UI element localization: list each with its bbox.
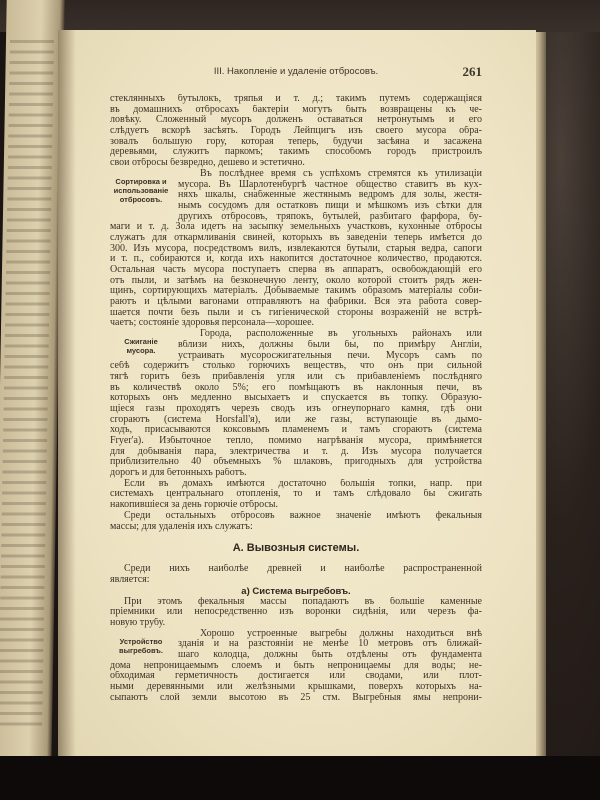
text-line: другихъ отбросовъ, тряпокъ, бутылей, разбитаго фарфора, бу- — [178, 211, 482, 222]
text-line: устраивать мусоросжигательныя печи. Мусоръ самъ по — [178, 350, 482, 361]
chapter-title: III. Накопленіе и удаленіе отбросовъ. — [213, 66, 379, 77]
page-gutter-shadow — [58, 30, 76, 758]
text-line: зданія и на разстояніи не менѣе 10 метровъ отъ ближай- — [178, 639, 482, 650]
text-line: 300. Изъ мусора, посредствомъ вилъ, извлекаются бутыли, старыя ведра, сапоги — [110, 243, 482, 254]
text-line: приблизительно 40 объемныхъ % шлаковъ, пригодныхъ для устройства — [110, 457, 482, 468]
page-body — [110, 94, 482, 703]
text-line: маги и т. д. Зола идетъ на засыпку земельныхъ участковъ, кухонные отбросы — [110, 222, 482, 233]
paragraph — [110, 629, 482, 704]
text-line: въ домашнихъ отбросахъ бактеріи могутъ быть возвращены къ че- — [110, 104, 482, 115]
margin-note — [108, 177, 174, 204]
text-line: дорогъ и для бетонныхъ работъ. — [110, 468, 247, 479]
text-line: щинъ, сортирующихъ матеріалъ. Добываемые такимъ образомъ матеріалы соби- — [110, 286, 482, 297]
text-line: массы; для удаленія ихъ служатъ: — [110, 521, 253, 532]
text-line: накопившіеся за день горючіе отбросы. — [110, 500, 279, 511]
paragraph — [110, 94, 482, 169]
text-line: Среди нихъ наиболѣе древней и наиболѣе распространенной — [124, 564, 482, 575]
left-page-text-fragments — [0, 40, 54, 730]
text-line: въ количествѣ около 5%; его помѣщаютъ въ наклонныя печи, въ — [110, 382, 482, 393]
text-line: ловѣку. Сложенный мусоръ долженъ оставаться нетронутымъ и его — [110, 115, 482, 126]
text-line: пріемники или непосредственно изъ воронки сидѣнія, или черезъ фа- — [110, 607, 482, 618]
margin-note-line: Устройство — [119, 636, 163, 646]
left-page-edge — [0, 0, 65, 770]
text-line: вблизи нихъ, должны были бы, по примѣру Англіи, — [178, 339, 482, 350]
text-line: тягѣ горитъ безъ прибавленія угля или съ прибавленіемъ послѣдняго — [110, 371, 482, 382]
margin-note-line: использованіе — [113, 185, 169, 195]
text-line: няхъ шкалы, снабженные жестянымъ ведромъ для золы, жестя- — [178, 190, 482, 201]
margin-note-line: отбросовъ. — [119, 194, 163, 204]
text-line: для добыванія пара, электричества и т. д. Изъ мусора получается — [110, 446, 482, 457]
text-line: нымъ сосудомъ для остатковъ пищи и мѣшкомъ изъ сѣтки для — [178, 200, 482, 211]
text-line: Остальная часть мусора поступаетъ сперва въ аппаратъ, освобождающій его — [110, 265, 482, 275]
text-line: отъ пыли, и затѣмъ на безконечную ленту, около которой стоитъ рядъ жен- — [110, 275, 482, 286]
text-line: сыпаютъ слой земли высотою въ 25 стм. Выгребныя ямы непрони- — [110, 692, 482, 703]
text-line: Города, расположенные въ угольныхъ районахъ или — [200, 329, 482, 340]
text-line: слѣдуетъ вскорѣ засѣять. Городъ Лейпцигъ изъ своего мусора обра- — [110, 126, 482, 137]
text-line: себѣ содержитъ столько горючихъ веществъ, что онъ при сильной — [110, 361, 482, 372]
paragraph — [110, 511, 482, 532]
text-line: шаго колодца, должны быть отдѣлены отъ фундамента — [178, 650, 482, 660]
text-line: Среди остальныхъ отбросовъ важное значеніе имѣютъ фекальныя — [124, 510, 482, 521]
text-line: При этомъ фекальныя массы попадаютъ въ большіе каменные — [124, 596, 482, 607]
margin-note-line: Сортировка и — [115, 176, 167, 186]
text-line: сгораютъ (система Horsfall'я), или же газы, вступающіе въ дымо- — [110, 414, 482, 425]
margin-note — [108, 637, 174, 655]
text-line: Хорошо устроенные выгребы должны находиться внѣ — [200, 628, 482, 639]
text-line: Въ послѣднее время съ успѣхомъ стремятся къ утилизаціи — [200, 168, 482, 179]
margin-note — [108, 337, 174, 355]
text-line: и т. п., собираются и, когда ихъ накопится достаточное количество, продаются. — [110, 254, 482, 265]
text-line: щіеся газы проходятъ черезъ сводъ изъ огнеупорнаго камня, гдѣ они — [110, 403, 482, 414]
margin-note-line: Сжиганіе — [124, 337, 158, 347]
background-top — [0, 0, 600, 32]
text-line: деревьями, служитъ паркомъ; такимъ способомъ городъ пристроилъ — [110, 147, 482, 158]
text-line: Fryer'а). Избыточное тепло, помимо нагрѣванія мусора, примѣняется — [110, 436, 482, 446]
text-line: мусора. Въ Шарлотенбургѣ частное общество ставитъ въ кух- — [178, 179, 482, 190]
text-line: служатъ для откармливанія свиней, которыхъ въ заведеніи теперь имѣется до — [110, 232, 482, 243]
subsection-heading: а) Система выгребовъ. — [241, 585, 351, 597]
text-line: ными деревянными или желѣзными крышками, поверхъ которыхъ на- — [110, 682, 482, 693]
paragraph — [110, 329, 482, 479]
margin-note-line: выгребовъ. — [119, 645, 163, 655]
text-line: обходимая герметичность достигается или сводами, или плот- — [110, 671, 482, 682]
paragraph — [110, 479, 482, 511]
section-heading: А. Вывозныя системы. — [232, 542, 360, 555]
margin-note-line: мусора. — [126, 346, 156, 356]
text-line: ходъ, присасываются коксовымъ пламенемъ и тамъ сгораютъ (система — [110, 425, 482, 436]
text-line: зовалъ большую гору, которая теперь, будучи засѣяна и засажена — [110, 136, 482, 147]
running-header — [110, 66, 482, 80]
text-line: шается почти безъ пыли и съ гигіенической стороны возраженій не встрѣ- — [110, 307, 482, 318]
paragraph — [110, 169, 482, 329]
text-line: новую трубу. — [110, 617, 166, 628]
text-line: которыхъ онъ медленно высыхаетъ и спускается въ топку. Образую- — [110, 393, 482, 404]
paragraph — [110, 564, 482, 585]
paragraph — [110, 597, 482, 629]
page-number: 261 — [462, 64, 482, 79]
text-line: системахъ центральнаго отопленія, то и тамъ слѣдовало бы сжигать — [110, 489, 482, 500]
text-line: дома непроницаемымъ слоемъ и быть непроницаемы для воды; не- — [110, 660, 482, 671]
text-line: свои отбросы безвредно, дешево и эстетично. — [110, 158, 305, 169]
text-line: является: — [110, 574, 150, 585]
text-line: чаетъ; состояніе здоровья персонала—хорошее. — [110, 318, 315, 329]
background-bottom — [0, 756, 600, 800]
text-line: Если въ домахъ имѣются достаточно большія топки, напр. при — [124, 478, 482, 489]
text-line: раютъ и цѣлыми вагонами отправляютъ на фабрики. Вся эта работа совер- — [110, 297, 482, 308]
text-line: стеклянныхъ бутылокъ, тряпья и т. д.; такимъ путемъ содержащіяся — [110, 94, 482, 104]
